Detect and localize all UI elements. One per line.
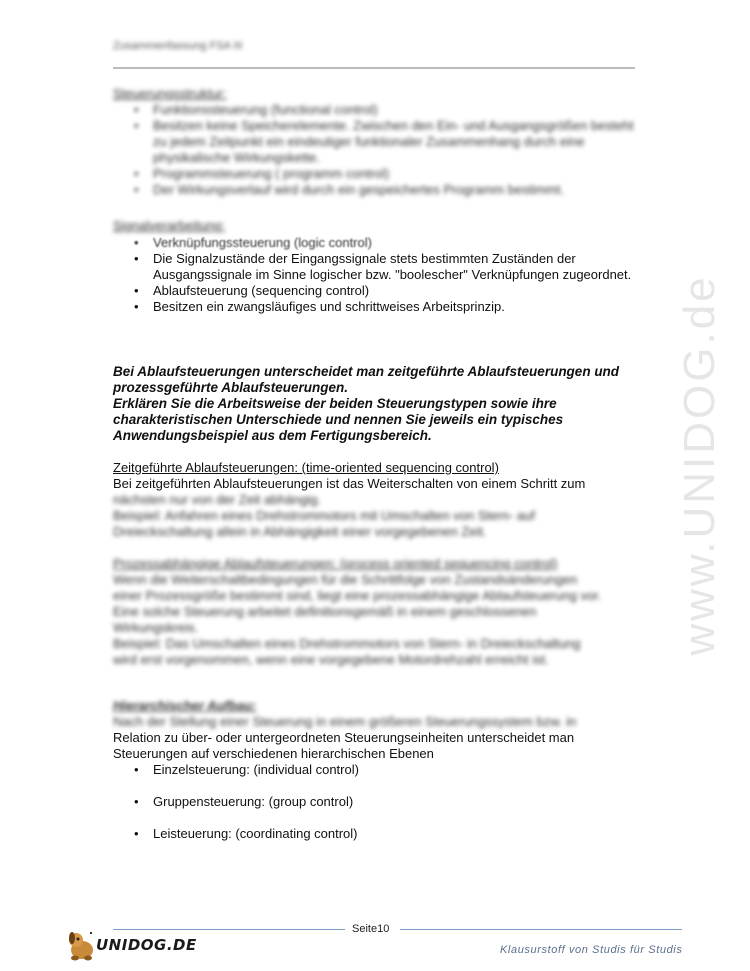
question-line: Bei Ablaufsteuerungen unterscheidet man zeitgeführte Ablaufsteuerungen und — [113, 364, 620, 379]
section-heading: Signalverarbeitung: — [113, 218, 226, 233]
text-line: Steuerungen auf verschiedenen hierarchischen Ebenen — [113, 746, 434, 761]
text-line: Bei zeitgeführten Ablaufsteuerungen ist das Weiterschalten von einem Schritt zum — [113, 476, 586, 491]
section-zeitgefuehrt — [113, 460, 638, 540]
text-line: Wenn die Weiterschaltbedingungen für die Schrittfolge von Zustandsänderungen — [113, 572, 578, 587]
watermark-text: www.UNIDOG.de — [675, 274, 724, 656]
question-line: Anwendungsbeispiel aus dem Fertigungsbereich. — [113, 428, 432, 443]
text-line: Dreieckschaltung allein in Abhängigkeit einer vorgegebenen Zeit. — [113, 524, 487, 539]
section-hierarchie — [113, 698, 638, 842]
list-item: • Einzelsteuerung: (individual control) — [113, 762, 638, 778]
bullet-list — [113, 235, 638, 315]
text-line: Relation zu über- oder untergeordneten Steuerungseinheiten unterscheidet man — [113, 730, 575, 745]
section-heading: Zeitgeführte Ablaufsteuerungen: (time-oriented sequencing control) — [113, 460, 499, 475]
list-item: • Besitzen ein zwangsläufiges und schrittweises Arbeitsprinzip. — [113, 299, 638, 315]
section-heading: Prozessabhängige Ablaufsteuerungen: (process oriented sequencing control) — [113, 556, 558, 571]
list-item: • Besitzen keine Speicherelemente. Zwischen den Ein- und Ausgangsgrößen besteht zu jedem Zeitpunkt ein eindeutiger funktionaler Zusammenhang durch eine physikalische Wirkungskette. — [113, 118, 638, 166]
exam-question — [113, 364, 638, 444]
question-line: charakteristischen Unterschiede und nennen Sie jeweils ein typisches — [113, 412, 564, 427]
list-item: • Ablaufsteuerung (sequencing control) — [113, 283, 638, 299]
text-line: wird erst vorgenommen, wenn eine vorgegebene Motordrehzahl erreicht ist. — [113, 652, 549, 667]
bullet-list — [113, 102, 638, 198]
page-header: Zusammenfassung FSA III — [113, 40, 243, 52]
list-item: • Programmsteuerung ( programm control) — [113, 166, 638, 182]
text-line: nächsten nur von der Zeit abhängig. — [113, 492, 322, 507]
bullet-list — [113, 762, 638, 842]
list-item: • Verknüpfungssteuerung (logic control) — [113, 235, 638, 251]
section-prozessabhaengig — [113, 556, 638, 668]
section-steuerungsstruktur — [113, 86, 638, 198]
logo-text: UNIDOG.DE — [96, 936, 197, 954]
section-heading: Hierarchischer Aufbau: — [113, 698, 257, 713]
section-signalverarbeitung — [113, 218, 638, 315]
text-line: Beispiel: Das Umschalten eines Drehstrommotors von Stern- in Dreieckschaltung — [113, 636, 581, 651]
text-line: einer Prozessgröße bestimmt sind, liegt eine prozessabhängige Ablaufsteuerung vor. — [113, 588, 602, 603]
text-line: Eine solche Steuerung arbeitet definitionsgemäß in einem geschlossenen — [113, 604, 537, 619]
list-item: • Der Wirkungsverlauf wird durch ein gespeichertes Programm bestimmt. — [113, 182, 638, 198]
text-line: Wirkungskreis. — [113, 620, 199, 635]
footer-tagline: Klausurstoff von Studis für Studis — [500, 944, 683, 956]
section-heading: Steuerungsstruktur: — [113, 86, 227, 101]
text-line: Nach der Stellung einer Steuerung in einem größeren Steuerungssystem bzw. in — [113, 714, 577, 729]
page-number: Seite10 — [352, 923, 390, 935]
question-line: prozessgeführte Ablaufsteuerungen. — [113, 380, 349, 395]
footer-rule-right — [400, 929, 682, 930]
text-line: Beispiel: Anfahren eines Drehstrommotors mit Umschalten von Stern- auf — [113, 508, 535, 523]
list-item: • Funktionssteuerung (functional control) — [113, 102, 638, 118]
header-divider — [113, 67, 635, 69]
watermark — [655, 250, 724, 680]
question-line: Erklären Sie die Arbeitsweise der beiden Steuerungstypen sowie ihre — [113, 396, 557, 411]
list-item: • Leisteuerung: (coordinating control) — [113, 826, 638, 842]
list-item: • Gruppensteuerung: (group control) — [113, 794, 638, 810]
list-item: • Die Signalzustände der Eingangssignale stets bestimmten Zuständen der Ausgangssignale im Sinne logischer bzw. "boolescher" Verknüpfungen zugeordnet. — [113, 251, 638, 283]
